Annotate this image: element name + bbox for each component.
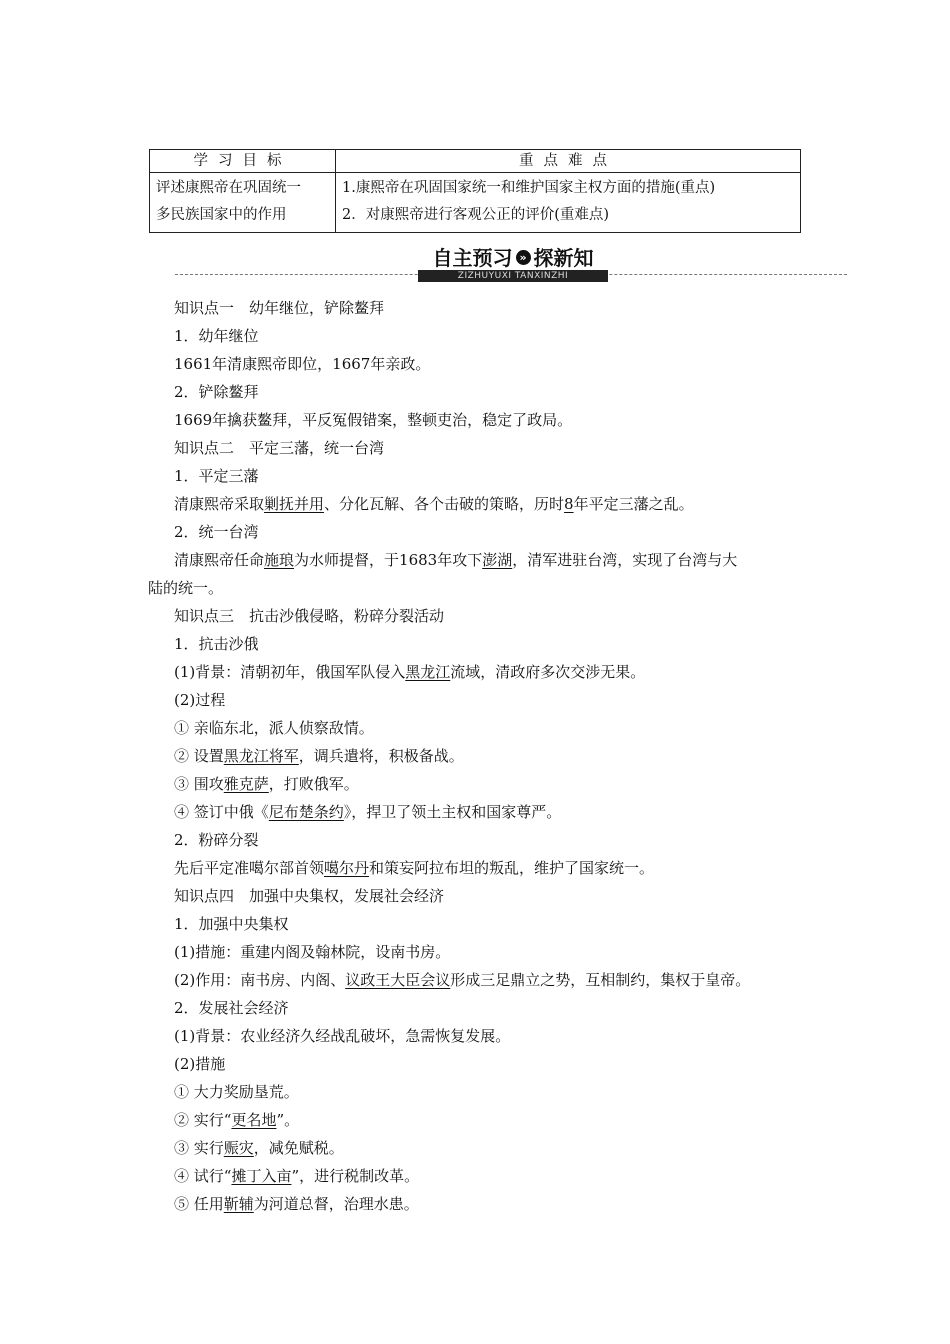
- text: (1)背景：清朝初年，俄国军队侵入: [174, 663, 406, 681]
- text: ⑤ 任用: [174, 1195, 224, 1213]
- text: 流域，清政府多次交涉无果。: [450, 663, 646, 681]
- text: 清康熙帝任命: [174, 551, 265, 569]
- list-item: [148, 1162, 808, 1190]
- text: ，打败俄军。: [268, 775, 359, 793]
- text: 、分化瓦解、各个击破的策略，历时: [324, 495, 565, 513]
- text: 和策妄阿拉布坦的叛乱，维护了国家统一。: [369, 859, 655, 877]
- text: ”，进行税制改革。: [291, 1167, 420, 1185]
- paragraph-continuation: 陆的统一。: [148, 579, 224, 597]
- section-heading: 知识点三 抗击沙俄侵略，粉碎分裂活动: [174, 607, 445, 625]
- text: ，减免赋税。: [253, 1139, 344, 1157]
- section-heading: 知识点四 加强中央集权，发展社会经济: [174, 887, 445, 905]
- goal-line: 评述康熙帝在巩固统一: [156, 180, 301, 196]
- banner-title-left: 自主预习: [432, 246, 513, 270]
- list-item: [148, 1106, 808, 1134]
- text: ④ 签订中俄《: [174, 803, 269, 821]
- paragraph: [148, 546, 808, 574]
- underlined-term: 摊丁入亩: [231, 1167, 292, 1185]
- key-point-line: 1.康熙帝在巩固国家统一和维护国家主权方面的措施(重点): [342, 180, 716, 196]
- header-key-points: 重点难点: [336, 150, 801, 173]
- paragraph: (1)背景：农业经济久经战乱破坏，急需恢复发展。: [174, 1027, 511, 1045]
- subheading: 1．平定三藩: [174, 467, 259, 485]
- learning-goal-cell: [150, 173, 336, 233]
- underlined-term: 澎湖: [482, 551, 513, 569]
- text: ④ 试行“: [174, 1167, 232, 1185]
- paragraph: [148, 966, 808, 994]
- text: 形成三足鼎立之势，互相制约，集权于皇帝。: [450, 971, 751, 989]
- subheading: 2．粉碎分裂: [174, 831, 259, 849]
- banner-subtitle: ZIZHUYUXI TANXINZHI: [418, 270, 608, 282]
- learning-goals-table: [149, 149, 801, 233]
- header-learning-goal: 学习目标: [150, 150, 336, 173]
- underlined-term: 黑龙江将军: [223, 747, 299, 765]
- underlined-term: 剿抚并用: [264, 495, 325, 513]
- list-item: ① 大力奖励垦荒。: [174, 1083, 299, 1101]
- list-item: [148, 1190, 808, 1218]
- list-item: ① 亲临东北，派人侦察敌情。: [174, 719, 374, 737]
- list-item: [148, 742, 808, 770]
- text: 为水师提督，于1683年攻下: [294, 551, 483, 569]
- subheading: 2．统一台湾: [174, 523, 259, 541]
- text: ② 实行“: [174, 1111, 232, 1129]
- underlined-term: 黑龙江: [405, 663, 451, 681]
- underlined-term: 施琅: [264, 551, 295, 569]
- underlined-term: 尼布楚条约: [268, 803, 344, 821]
- banner-title: [418, 246, 608, 270]
- subheading: (2)措施: [174, 1055, 226, 1073]
- underlined-term: 8: [564, 495, 574, 513]
- main-content: [148, 294, 808, 1218]
- subheading: 2．铲除鳌拜: [174, 383, 259, 401]
- paragraph: [148, 854, 808, 882]
- paragraph: [148, 658, 808, 686]
- section-banner: [418, 246, 608, 284]
- list-item: [148, 798, 808, 826]
- text: ”。: [276, 1111, 300, 1129]
- paragraph: (1)措施：重建内阁及翰林院，设南书房。: [174, 943, 451, 961]
- text: 》，捍卫了领土主权和国家尊严。: [343, 803, 562, 821]
- underlined-term: 噶尔丹: [324, 859, 370, 877]
- section-heading: 知识点二 平定三藩，统一台湾: [174, 439, 385, 457]
- text: 为河道总督，治理水患。: [253, 1195, 419, 1213]
- underlined-term: 靳辅: [223, 1195, 254, 1213]
- subheading: 1．幼年继位: [174, 327, 259, 345]
- text: ，清军进驻台湾，实现了台湾与大: [512, 551, 738, 569]
- goal-line: 多民族国家中的作用: [156, 207, 287, 223]
- section-heading: 知识点一 幼年继位，铲除鳌拜: [174, 299, 385, 317]
- text: ② 设置: [174, 747, 224, 765]
- table-row: [150, 173, 801, 233]
- banner-title-right: 探新知: [533, 246, 594, 270]
- underlined-term: 更名地: [231, 1111, 277, 1129]
- text: 清康熙帝采取: [174, 495, 265, 513]
- text: 年平定三藩之乱。: [573, 495, 694, 513]
- subheading: 2．发展社会经济: [174, 999, 289, 1017]
- list-item: [148, 770, 808, 798]
- paragraph: 1661年清康熙帝即位，1667年亲政。: [174, 355, 431, 373]
- paragraph: [148, 490, 808, 518]
- double-chevron-icon: »: [516, 250, 531, 265]
- key-point-line: 2．对康熙帝进行客观公正的评价(重难点): [342, 207, 610, 223]
- text: (2)作用：南书房、内阁、: [174, 971, 346, 989]
- text: ③ 实行: [174, 1139, 224, 1157]
- underlined-term: 议政王大臣会议: [345, 971, 451, 989]
- paragraph: 1669年擒获鳌拜，平反冤假错案，整顿吏治，稳定了政局。: [174, 411, 573, 429]
- subheading: 1．抗击沙俄: [174, 635, 259, 653]
- subheading: 1．加强中央集权: [174, 915, 289, 933]
- underlined-term: 赈灾: [223, 1139, 254, 1157]
- key-points-cell: [336, 173, 801, 233]
- list-item: [148, 1134, 808, 1162]
- text: 先后平定准噶尔部首领: [174, 859, 325, 877]
- text: ，调兵遣将，积极备战。: [298, 747, 464, 765]
- subheading: (2)过程: [174, 691, 226, 709]
- text: ③ 围攻: [174, 775, 224, 793]
- table-header-row: [150, 150, 801, 173]
- underlined-term: 雅克萨: [223, 775, 269, 793]
